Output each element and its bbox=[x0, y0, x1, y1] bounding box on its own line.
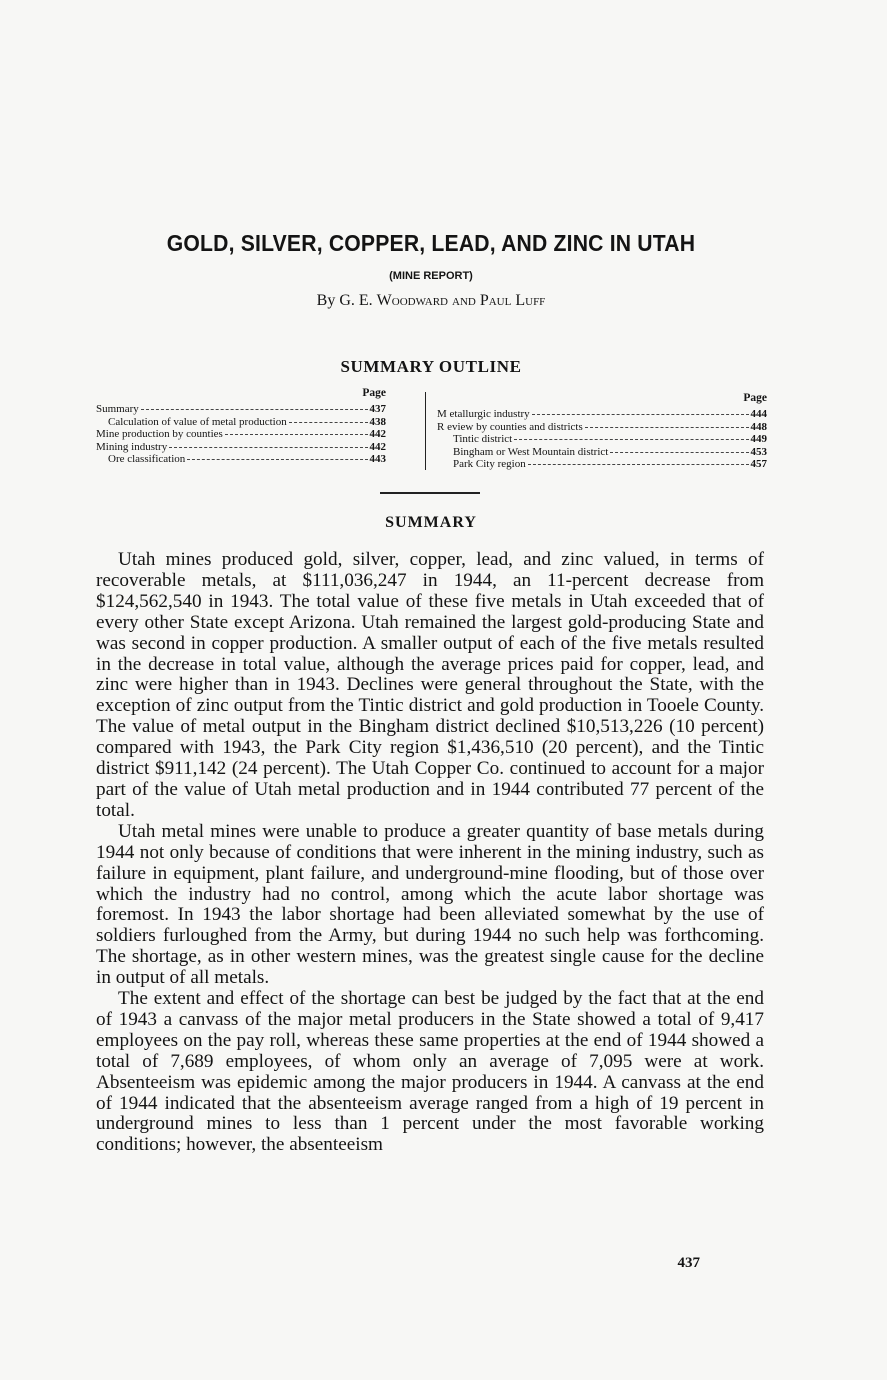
toc-leader-dots bbox=[187, 451, 367, 460]
byline-and: and bbox=[448, 292, 480, 309]
toc-page-label-left: Page bbox=[362, 387, 386, 399]
toc-entry-page: 438 bbox=[369, 415, 386, 428]
toc-entry-page: 444 bbox=[750, 408, 767, 420]
toc-entry-page: 449 bbox=[750, 433, 767, 445]
article-subtitle: (MINE REPORT) bbox=[389, 270, 473, 282]
toc-entry-label: Tintic district bbox=[453, 433, 513, 445]
toc-leader-dots bbox=[610, 444, 748, 453]
toc-leader-dots bbox=[532, 406, 749, 415]
summary-outline-heading: SUMMARY OUTLINE bbox=[340, 357, 522, 376]
body-paragraph: Utah metal mines were unable to produce a greater quantity of base metals during 1944 not only because of conditions that were inherent in the mining industry, such as failure in equipment, plant failure, and underground-mine flooding, but of those over which the industry had no control, among which the acute labor shortage was foremost. In 1943 the labor shortage had been alleviated somewhat by the use of soldiers furloughed from the Army, but during 1944 no such help was forthcoming. The shortage, as in other western mines, was the greatest single cause for the decline in output of all metals. bbox=[96, 820, 764, 989]
toc-entry-page: 457 bbox=[750, 458, 767, 470]
toc-entry bbox=[437, 458, 767, 471]
body-paragraph: Utah mines produced gold, silver, copper, lead, and zinc valued, in terms of recoverable metals, at $111,036,247 in 1944, an 11-percent decrease from $124,562,540 in 1943. The total value of these five metals in Utah exceeded that of every other State except Arizona. Utah remained the largest gold-producing State and was second in copper production. A smaller output of each of the five metals resulted in the decrease in total value, although the average prices paid for copper, lead, and zinc were higher than in 1943. Declines were general throughout the State, with the exception of zinc output from the Tintic district and gold production in Tooele County. The value of metal output in the Bingham district declined $10,513,226 (10 percent) compared with 1943, the Park City region $1,436,510 (20 percent), and the Tintic district $911,142 (24 percent). The Utah Copper Co. continued to account for a major part of the value of Utah metal production and in 1944 contributed 77 percent of the total. bbox=[96, 549, 764, 821]
toc-column-divider bbox=[425, 392, 426, 470]
toc-right-column bbox=[437, 388, 767, 471]
author-woodward: Woodward bbox=[376, 292, 448, 309]
toc-leader-dots bbox=[528, 456, 749, 465]
toc-entry-label: Mining industry bbox=[96, 440, 168, 453]
page-number: 437 bbox=[677, 1255, 700, 1271]
toc-entry-page: 442 bbox=[369, 440, 386, 453]
toc-entry-page: 442 bbox=[369, 428, 386, 440]
toc-entry-label: Bingham or West Mountain district bbox=[453, 445, 609, 458]
toc-entry-page: 453 bbox=[750, 445, 767, 458]
body-paragraph: The extent and effect of the shortage can best be judged by the fact that at the end of 1943 a canvass of the major metal producers in the State showed a total of 9,417 employees on the pay roll, whereas these same properties at the end of 1944 showed a total of 7,689 employees, of whom only an average of 7,095 were at work. Absenteeism was epidemic among the major producers in 1944. A canvass at the end of 1944 indicated that the absenteeism average ranged from a high of 19 percent in underground mines to less than 1 percent under the most favorable working conditions; however, the absenteeism bbox=[96, 988, 764, 1156]
article-title: GOLD, SILVER, COPPER, LEAD, AND ZINC IN UTAH bbox=[166, 230, 696, 256]
toc-entry bbox=[96, 453, 386, 466]
section-rule bbox=[380, 492, 480, 494]
toc-entry-label: R eview by counties and districts bbox=[437, 420, 583, 433]
toc-leader-dots bbox=[169, 439, 367, 448]
summary-body bbox=[96, 550, 764, 1156]
toc-leader-dots bbox=[289, 414, 368, 423]
toc-leader-dots bbox=[141, 401, 368, 410]
toc-entry-page: 437 bbox=[369, 403, 386, 415]
byline bbox=[96, 292, 766, 310]
toc-left-column bbox=[96, 388, 386, 466]
toc-entry-label: Calculation of value of metal production bbox=[108, 415, 287, 428]
toc-entry-label: Ore classification bbox=[108, 453, 186, 465]
toc-entry-label: Summary bbox=[96, 403, 139, 415]
toc-entry-label: Mine production by counties bbox=[96, 428, 223, 440]
toc-entry-page: 443 bbox=[369, 453, 386, 465]
toc-entry-label: M etallurgic industry bbox=[437, 408, 530, 420]
summary-heading: SUMMARY bbox=[385, 514, 477, 531]
toc-entry-label: Park City region bbox=[453, 458, 526, 470]
byline-prefix: By G. E. bbox=[316, 292, 377, 309]
toc-leader-dots bbox=[585, 419, 749, 428]
toc-page-label-right: Page bbox=[743, 392, 767, 404]
toc-leader-dots bbox=[514, 431, 748, 440]
toc-leader-dots bbox=[225, 426, 368, 435]
author-luff: Paul Luff bbox=[479, 292, 546, 309]
toc-entry-page: 448 bbox=[750, 420, 767, 433]
